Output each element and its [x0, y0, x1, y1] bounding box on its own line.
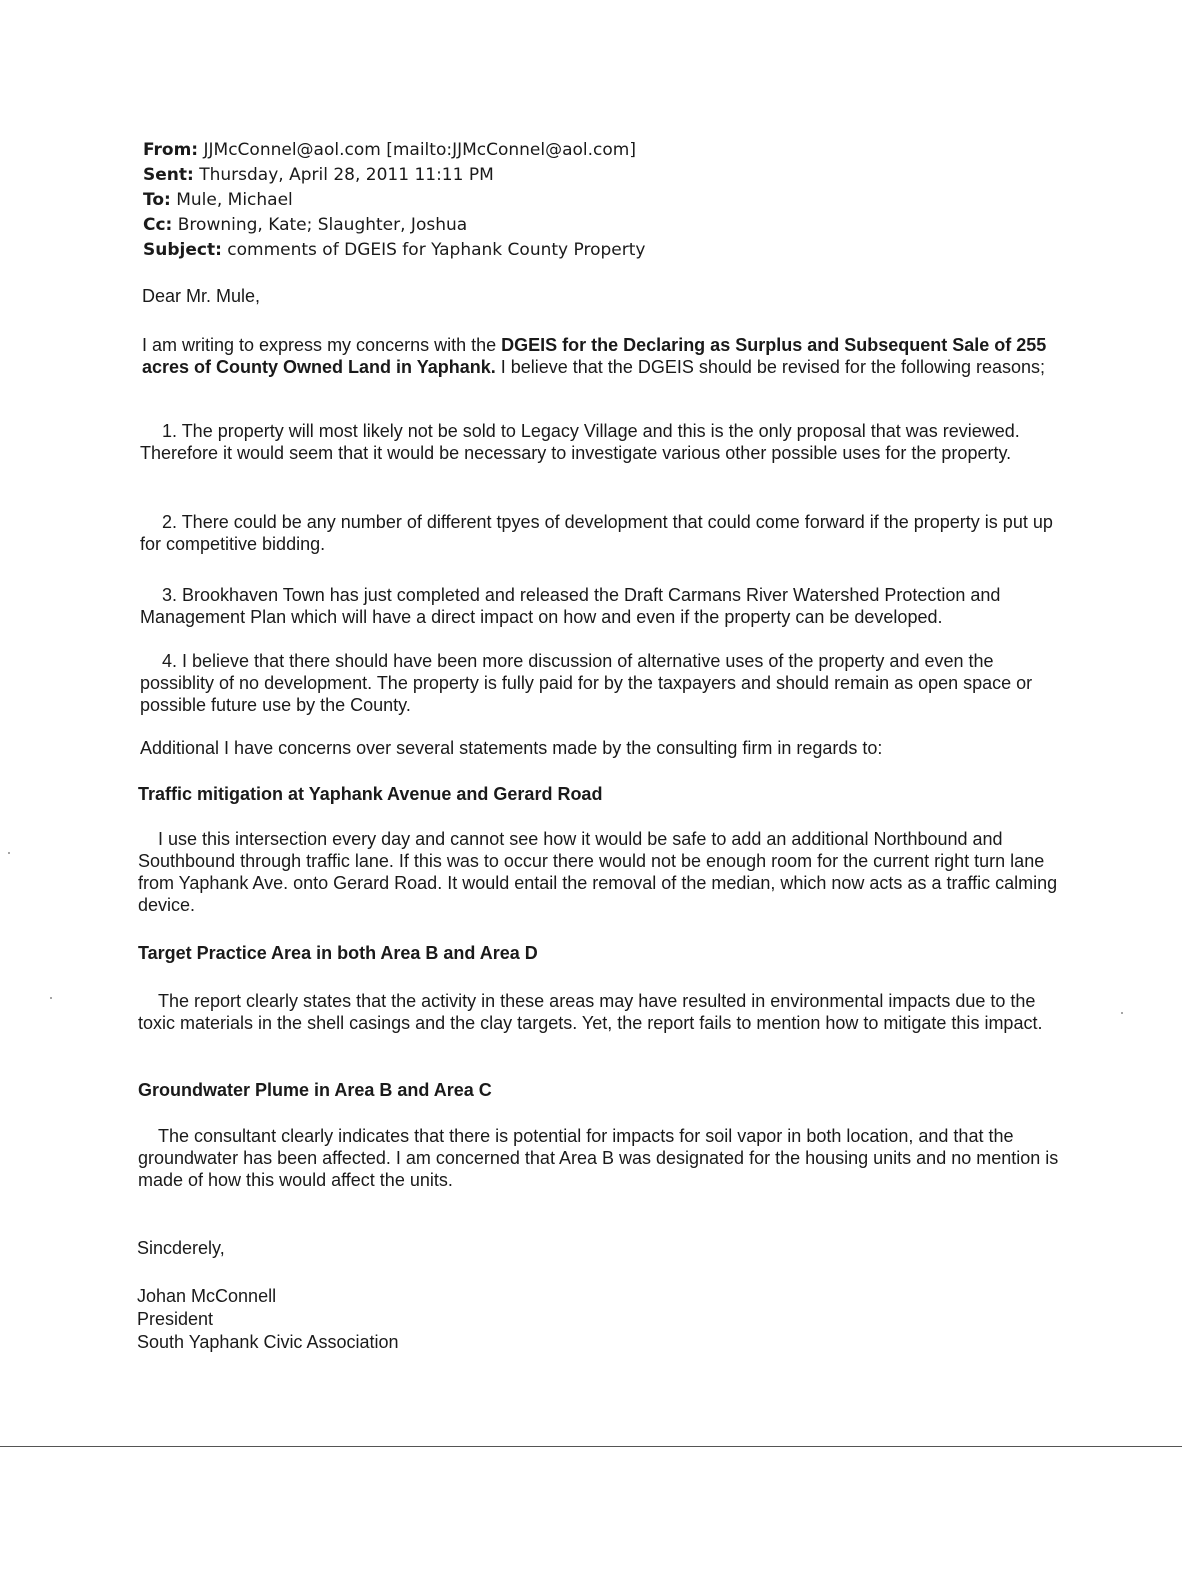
cc-line	[143, 213, 843, 238]
scan-speck	[50, 997, 52, 999]
intro-bold: DGEIS for the Declaring as Surplus and Subsequent Sale of 255 acres of County Owned Land in Yaphank.	[142, 335, 1047, 377]
closing: Sincderely,	[137, 1238, 225, 1258]
signature-organization: South Yaphank Civic Association	[137, 1332, 399, 1352]
scan-speck	[8, 852, 10, 854]
from-value: JJMcConnel@aol.com [mailto:JJMcConnel@aol.com]	[203, 140, 636, 160]
email-header	[143, 138, 843, 263]
from-line	[143, 138, 843, 163]
scan-speck	[1121, 1012, 1123, 1014]
point-4: 4. I believe that there should have been more discussion of alternative uses of the property and even the possiblity of no development. The property is fully paid for by the taxpayers and should remain as open space or possible future use by the County.	[140, 651, 1033, 715]
section-title-traffic: Traffic mitigation at Yaphank Avenue and Gerard Road	[138, 784, 603, 804]
from-label: From:	[143, 140, 199, 160]
intro-lead: I am writing to express my concerns with the	[142, 335, 502, 355]
point-1: 1. The property will most likely not be sold to Legacy Village and this is the only proposal that was reviewed. Therefore it would seem that it would be necessary to investigate various other possible uses for the property.	[140, 421, 1020, 463]
signature-title: President	[137, 1309, 214, 1329]
section-title-groundwater: Groundwater Plume in Area B and Area C	[138, 1080, 492, 1100]
section-title-target-practice: Target Practice Area in both Area B and Area D	[138, 943, 538, 963]
subject-value: comments of DGEIS for Yaphank County Property	[227, 240, 646, 260]
cc-value: Browning, Kate; Slaughter, Joshua	[177, 215, 468, 235]
sent-label: Sent:	[143, 165, 194, 185]
to-line	[143, 188, 843, 213]
page-divider-line	[0, 1446, 1182, 1447]
section-body-groundwater: The consultant clearly indicates that there is potential for impacts for soil vapor in both location, and that the groundwater has been affected. I am concerned that Area B was designated for the housing units and no mention is made of how this would affect the units.	[138, 1126, 1059, 1190]
salutation: Dear Mr. Mule,	[142, 286, 261, 306]
sent-line	[143, 163, 843, 188]
intro-paragraph	[142, 334, 1062, 378]
section-body-traffic: I use this intersection every day and cannot see how it would be safe to add an additional Northbound and Southbound through traffic lane. If this was to occur there would not be enough room for the current right turn lane from Yaphank Ave. onto Gerard Road. It would entail the removal of the median, which now acts as a traffic calming device.	[138, 829, 1058, 915]
point-3: 3. Brookhaven Town has just completed and released the Draft Carmans River Watershed Protection and Management Plan which will have a direct impact on how and even if the property can be developed.	[140, 585, 1001, 627]
section-body-target-practice: The report clearly states that the activity in these areas may have resulted in environmental impacts due to the toxic materials in the shell casings and the clay targets. Yet, the report fails to mention how to mitigate this impact.	[138, 991, 1043, 1033]
additional-paragraph: Additional I have concerns over several statements made by the consulting firm in regards to:	[140, 738, 883, 758]
intro-tail: I believe that the DGEIS should be revised for the following reasons;	[495, 357, 1046, 377]
to-label: To:	[143, 190, 171, 210]
to-value: Mule, Michael	[176, 190, 293, 210]
signature-name: Johan McConnell	[137, 1286, 277, 1306]
signature-block	[137, 1285, 399, 1354]
point-2: 2. There could be any number of different tpyes of development that could come forward if the property is put up for competitive bidding.	[140, 512, 1053, 554]
sent-value: Thursday, April 28, 2011 11:11 PM	[199, 165, 494, 185]
subject-label: Subject:	[143, 240, 222, 260]
cc-label: Cc:	[143, 215, 173, 235]
subject-line	[143, 238, 843, 263]
